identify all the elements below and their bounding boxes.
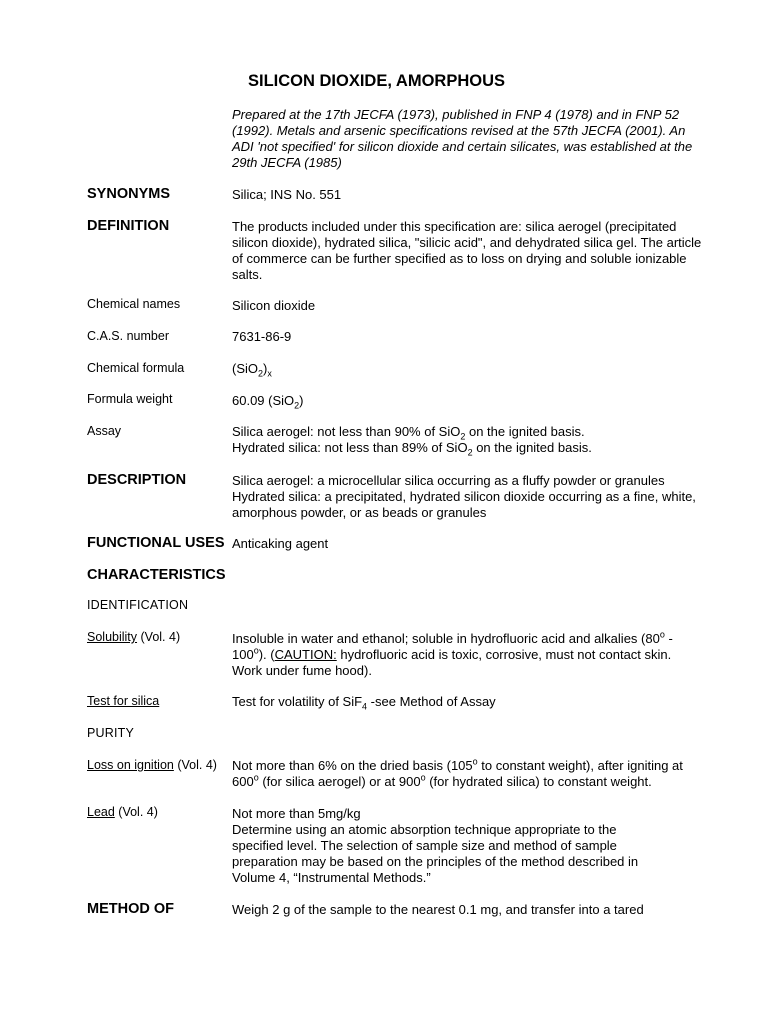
functional-uses-label: FUNCTIONAL USES [87,535,225,551]
loss-on-ignition-value: Not more than 6% on the dried basis (105$^o$ to constant weight), after igniting at 600$^o$ (for silica aerogel) or at 900$^o$ (for hydrated silica) to constant weight. [232,756,683,789]
definition-label: DEFINITION [87,218,170,234]
chemical-formula-label: Chemical formula [87,361,185,375]
test-for-silica-value: Test for volatility of SiF$_4$ -see Method of Assay [232,694,496,712]
solubility-value: Insoluble in water and ethanol; soluble in hydrofluoric acid and alkalies (80$^o$ - 100$^o$). (CAUTION: hydrofluoric acid is toxic, corrosive, must not contact skin. Work under fume hood). [232,629,673,678]
description-value: Silica aerogel: a microcellular silica occurring as a fluffy powder or granules Hydrated silica: a precipitated, hydrated silicon dioxide occurring as a fine, white, amorphous powder, or as beads or granules [232,473,696,520]
formula-weight-label: Formula weight [87,392,173,406]
synonyms-label: SYNONYMS [87,186,170,202]
assay-label: Assay [87,424,122,438]
definition-value: The products included under this specification are: silica aerogel (precipitated silicon dioxide), hydrated silica, "silicic acid", and dehydrated silica gel. The article of commerce can be further specified as to loss on drying and soluble ionizable salts. [232,219,702,282]
intro-paragraph: Prepared at the 17th JECFA (1973), published in FNP 4 (1978) and in FNP 52 (1992). Metals and arsenic specifications revised at the 57th JECFA (2001). An ADI 'not specified' for silicon dioxide and certain silicates, was established at the 29th JECFA (1985) [232,107,693,170]
chemical-names-value: Silicon dioxide [232,298,316,313]
formula-weight-value: 60.09 (SiO$_2$) [232,393,304,411]
chemical-names-label: Chemical names [87,297,181,311]
cas-number-label: C.A.S. number [87,329,169,343]
caution-note: CAUTION: [274,647,337,662]
method-of-assay-label: METHOD OF [87,901,174,917]
identification-heading: IDENTIFICATION [87,598,189,612]
cas-number-value: 7631-86-9 [232,329,292,344]
synonyms-value: Silica; INS No. 551 [232,187,342,202]
purity-heading: PURITY [87,726,135,740]
description-label: DESCRIPTION [87,472,187,488]
functional-uses-value: Anticaking agent [232,536,329,551]
test-for-silica-label: Test for silica [87,694,160,708]
lead-value: Not more than 5mg/kg Determine using an atomic absorption technique appropriate to the specified level. The selection of sample size and method of sample preparation may be based on the principles of the method described in Volume 4, “Instrumental Methods.” [232,806,639,885]
solubility-label: Solubility (Vol. 4) [87,630,181,644]
loss-on-ignition-label: Loss on ignition (Vol. 4) [87,758,217,772]
lead-label: Lead (Vol. 4) [87,805,158,819]
page-title: SILICON DIOXIDE, AMORPHOUS [248,72,505,90]
chemical-formula-value: $(SiO_2)_x$ [232,361,272,379]
method-of-assay-value: Weigh 2 g of the sample to the nearest 0.1 mg, and transfer into a tared [232,902,644,917]
characteristics-heading: CHARACTERISTICS [87,567,226,583]
assay-value: Silica aerogel: not less than 90% of SiO$_2$ on the ignited basis. Hydrated silica: not less than 89% of SiO$_2$ on the ignited basis. [232,424,592,458]
